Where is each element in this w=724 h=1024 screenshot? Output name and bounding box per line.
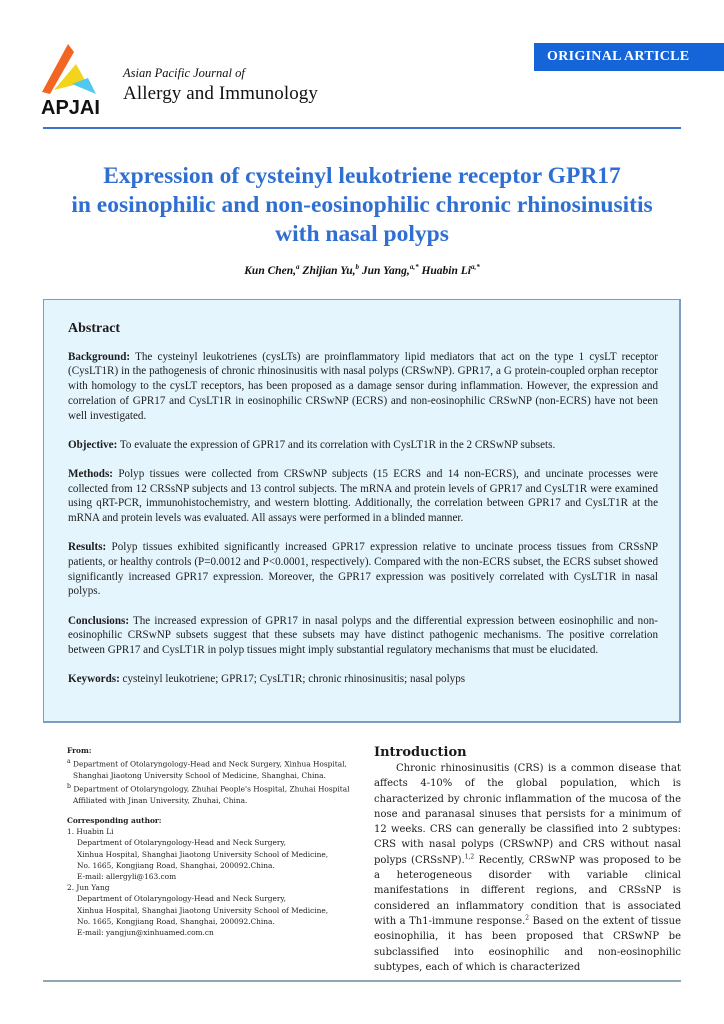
author-name: Zhijian Yu,	[302, 264, 356, 277]
header-divider	[43, 127, 681, 129]
journal-subtitle: Asian Pacific Journal of	[123, 66, 245, 80]
section-label: Methods:	[68, 467, 113, 480]
author-affiliation-mark: a	[296, 263, 300, 271]
section-label: Conclusions:	[68, 614, 130, 627]
corresponding-line: Department of Otolaryngology-Head and Neck Surgery,	[77, 838, 286, 848]
affiliation-mark: b	[67, 783, 71, 791]
abstract-box	[43, 299, 681, 723]
section-label: Objective:	[68, 438, 118, 451]
author-name: Huabin Li	[421, 264, 471, 277]
author-affiliation-mark: a,*	[470, 263, 480, 271]
abstract-results	[68, 540, 658, 599]
section-label: Results:	[68, 541, 107, 554]
corresponding-line: Department of Otolaryngology-Head and Neck Surgery,	[77, 894, 286, 904]
title-line: Expression of cysteinyl leukotriene receptor GPR17	[103, 163, 621, 189]
apjai-logo	[40, 42, 112, 118]
citation-ref[interactable]: 2	[525, 914, 530, 922]
section-text: Polyp tissues were collected from CRSwNP subjects (15 ECRS and 14 non-ECRS), and uncinate processes were collected from 12 CRSsNP subjects and 13 control subjects. The mRNA and protein levels of GPR17 and CysLT1R were examined using qRT-PCR, immunohistochemistry, and western blotting. Additionally, the correlation between GPR17 and CysLT1R at the mRNA and protein levels was evaluated. All assays were performed in a blinded manner.	[68, 467, 658, 525]
corresponding-line: Xinhua Hospital, Shanghai Jiaotong University School of Medicine,	[77, 905, 329, 915]
author-list	[40, 263, 684, 277]
article-type-badge: ORIGINAL ARTICLE	[534, 43, 724, 71]
abstract-background	[68, 350, 658, 424]
introduction-heading: Introduction	[374, 745, 467, 760]
author-name: Jun Yang,	[361, 264, 410, 277]
section-text: Polyp tissues exhibited significantly increased GPR17 expression relative to uncinate process tissues from CRSsNP patients, or healthy controls (P=0.0012 and P<0.0001, respectively). Compared with the non-ECRS subset, the ECRS subset showed significantly increased GPR17 expression. Moreover, the GPR17 expression was positively correlated with CysLT1R in nasal polyps.	[68, 541, 658, 598]
section-text: The increased expression of GPR17 in nasal polyps and the differential expression between eosinophilic and non-eosinophilic CRSwNP subsets suggest that these subsets may have distinct pathogenic mechanisms. The positive correlation between GPR17 and CysLT1R in polyp tissues might imply substantial regulatory mechanisms that must be elucidated.	[68, 614, 658, 656]
affiliation-text: Department of Otolaryngology-Head and Neck Surgery, Xinhua Hospital, Shanghai Jiaotong University School of Medicine, Shanghai, China.	[73, 759, 347, 780]
abstract-conclusions	[68, 614, 658, 658]
corresponding-author-name: 2. Jun Yang	[67, 883, 110, 893]
title-line: in eosinophilic and non-eosinophilic chronic rhinosinusitis	[71, 192, 653, 218]
corresponding-email[interactable]: E-mail: allergyli@163.com	[77, 871, 177, 881]
author-affiliation-mark: b	[355, 263, 359, 271]
affiliation-text: Department of Otolaryngology, Zhuhai People's Hospital, Zhuhai Hospital Affiliated with Jinan University, Zhuhai, China.	[73, 784, 350, 805]
section-text: To evaluate the expression of GPR17 and its correlation with CysLT1R in the 2 CRSwNP subsets.	[119, 438, 556, 451]
title-line: with nasal polyps	[275, 221, 449, 247]
corresponding-line: Xinhua Hospital, Shanghai Jiaotong University School of Medicine,	[77, 849, 329, 859]
intro-text: Based on the extent of tissue eosinophilia, it has been proposed that CRSwNP be subclassified into eosinophilic and non-eosinophilic subtypes, each of which is characterized	[374, 915, 681, 973]
section-text: The cysteinyl leukotrienes (cysLTs) are proinflammatory lipid mediators that act on the type 1 cysLT receptor (CysLT1R) in the pathogenesis of chronic rhinosinusitis with nasal polyps (CRSwNP). GPR17, a G protein-coupled orphan receptor with homology to the cysLT receptors, has been proposed as a damage sensor during inflammation. However, the expression and correlation of GPR17 and CysLT1R in eosinophilic CRSwNP (ECRS) and non-eosinophilic CRSwNP (non-ECRS) have not been well investigated.	[68, 350, 658, 422]
author-name: Kun Chen,	[244, 264, 297, 277]
section-label: Background:	[68, 350, 131, 363]
corresponding-email[interactable]: E-mail: yangjun@xinhuamed.com.cn	[77, 927, 214, 937]
abstract-objective	[68, 438, 658, 453]
footer-divider	[43, 980, 681, 982]
abstract-keywords	[68, 672, 658, 687]
abstract-heading: Abstract	[68, 321, 121, 336]
affiliation-mark: a	[67, 758, 71, 766]
abstract-methods	[68, 467, 658, 526]
introduction-column	[374, 744, 681, 975]
intro-text: Recently, CRSwNP was proposed to be a heterogeneous disorder with variable clinical manifestations in different regions, and CRSsNP is considered an inflammatory condition that is associated with a Th1-immune response.	[374, 854, 682, 927]
corresponding-heading: Corresponding author:	[67, 815, 162, 825]
affiliation-item	[67, 781, 357, 806]
corresponding-line: No. 1665, Kongjiang Road, Shanghai, 200092.China.	[77, 860, 275, 870]
introduction-body	[374, 761, 681, 975]
journal-title: Allergy and Immunology	[123, 83, 318, 104]
corresponding-line: No. 1665, Kongjiang Road, Shanghai, 200092.China.	[77, 916, 275, 926]
affiliations-column	[67, 745, 357, 938]
intro-text: Chronic rhinosinusitis (CRS) is a common disease that affects 4-10% of the global population, which is characterized by chronic inflammation of the mucosa of the nose and paranasal sinuses that persists for a minimum of 12 weeks. CRS can generally be classified into 2 subtypes: CRS with nasal polyps (CRSwNP) and CRS without nasal polyps (CRSsNP).	[374, 763, 681, 866]
section-label: Keywords:	[68, 673, 120, 686]
citation-ref[interactable]: 1,2	[464, 853, 475, 861]
affiliation-item	[67, 756, 357, 781]
article-title	[40, 162, 684, 249]
logo-text: APJAI	[41, 97, 100, 118]
from-heading: From:	[67, 746, 92, 755]
section-text: cysteinyl leukotriene; GPR17; CysLT1R; chronic rhinosinusitis; nasal polyps	[122, 673, 466, 686]
corresponding-author-name: 1. Huabin Li	[67, 827, 114, 837]
author-affiliation-mark: a,*	[409, 263, 419, 271]
